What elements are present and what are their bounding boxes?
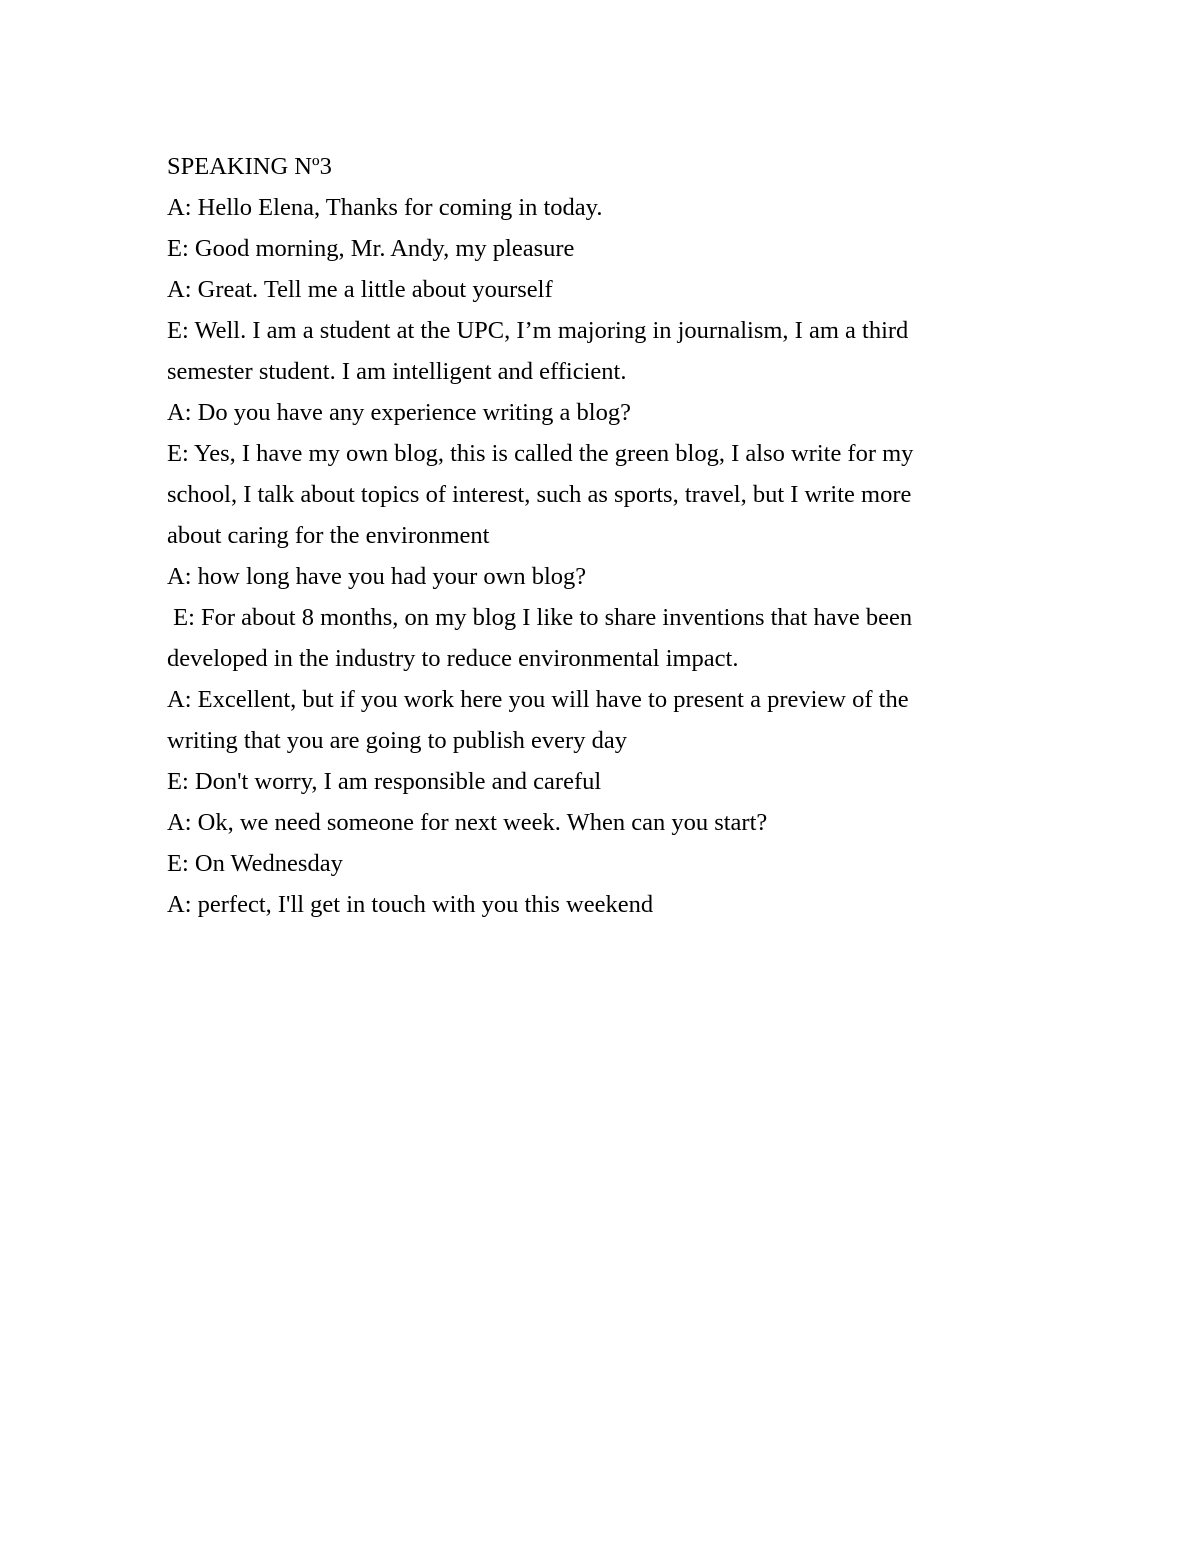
- dialogue-line: semester student. I am intelligent and efficient.: [167, 358, 627, 385]
- document-body: [167, 146, 997, 925]
- document-title: SPEAKING Nº3: [167, 153, 332, 180]
- dialogue-line: about caring for the environment: [167, 522, 490, 549]
- dialogue-line: A: Ok, we need someone for next week. When can you start?: [167, 809, 768, 836]
- dialogue-line: E: Don't worry, I am responsible and careful: [167, 768, 602, 795]
- dialogue-line: writing that you are going to publish every day: [167, 727, 627, 754]
- dialogue-line: E: On Wednesday: [167, 850, 343, 877]
- dialogue-line: E: Yes, I have my own blog, this is called the green blog, I also write for my: [167, 440, 914, 467]
- dialogue-line: E: Good morning, Mr. Andy, my pleasure: [167, 235, 575, 262]
- dialogue-line: A: Great. Tell me a little about yourself: [167, 276, 553, 303]
- dialogue-line: A: perfect, I'll get in touch with you this weekend: [167, 891, 654, 918]
- dialogue-line: A: Excellent, but if you work here you will have to present a preview of the: [167, 686, 909, 713]
- dialogue-line: E: Well. I am a student at the UPC, I’m majoring in journalism, I am a third: [167, 317, 909, 344]
- dialogue-line: developed in the industry to reduce environmental impact.: [167, 645, 739, 672]
- dialogue-line: school, I talk about topics of interest, such as sports, travel, but I write more: [167, 481, 912, 508]
- dialogue-line: A: Hello Elena, Thanks for coming in today.: [167, 194, 603, 221]
- dialogue-line: E: For about 8 months, on my blog I like to share inventions that have been: [167, 604, 913, 631]
- dialogue-line: A: Do you have any experience writing a blog?: [167, 399, 631, 426]
- dialogue-line: A: how long have you had your own blog?: [167, 563, 587, 590]
